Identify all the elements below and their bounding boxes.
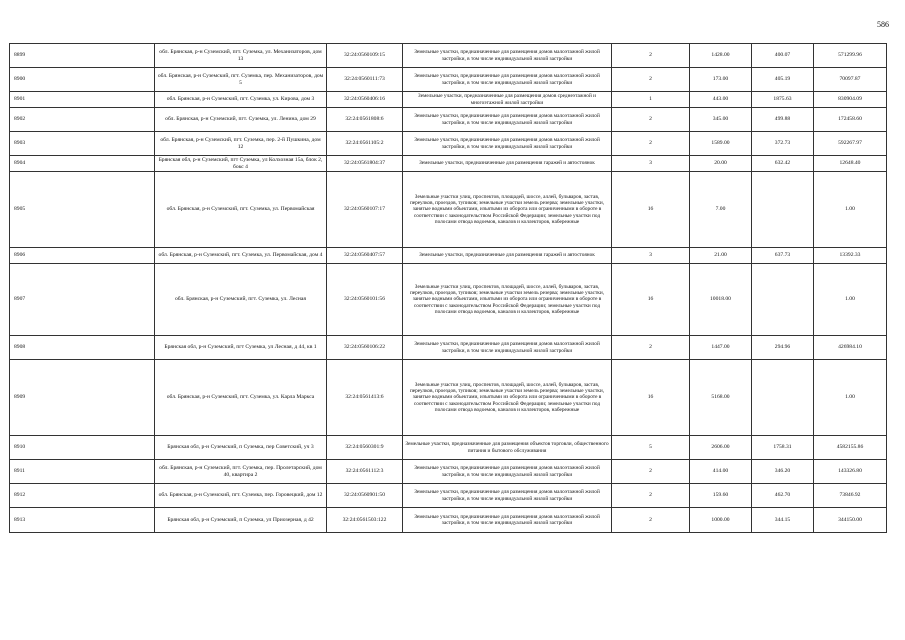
land-use-cell: Земельные участки, предназначенные для размещения домов малоэтажной жилой застройки, в том числе индивидуальной жилой застройки: [403, 44, 612, 68]
group-cell: 1: [612, 92, 690, 108]
address-cell: обл. Брянская, р-н Суземский, пгт. Суземка, ул. Лесная: [155, 264, 327, 336]
cadastral-number-cell: 32:24:0561105:2: [327, 132, 403, 156]
cadastral-value-cell: 13392.33: [814, 248, 887, 264]
cadastral-value-cell: 70097.87: [814, 68, 887, 92]
cadastral-number-cell: 32:24:0560111:73: [327, 68, 403, 92]
address-cell: обл. Брянская, р-н Суземский, пгт. Суземка, ул. Кирова, дом 3: [155, 92, 327, 108]
cadastral-value-cell: 426984.10: [814, 336, 887, 360]
specific-value-cell: 632.42: [752, 156, 814, 172]
table-row: [10, 460, 887, 484]
cadastral-number-cell: 32:24:0561808:6: [327, 108, 403, 132]
table-row: [10, 508, 887, 533]
specific-value-cell: 462.70: [752, 484, 814, 508]
group-cell: 16: [612, 264, 690, 336]
cadastral-value-cell: 172458.60: [814, 108, 887, 132]
cadastral-number-cell: 32:24:0560901:50: [327, 484, 403, 508]
cadastral-value-cell: 830904.09: [814, 92, 887, 108]
table-row: [10, 264, 887, 336]
cadastral-value-cell: 1.00: [814, 360, 887, 436]
area-cell: 20.00: [690, 156, 752, 172]
address-cell: обл. Брянская, р-н Суземский, пгт. Суземка, пер. 2-й Пушкина, дом 12: [155, 132, 327, 156]
address-cell: Брянская обл, р-н Суземский, пгт Суземка, ул Колхозная 15а, блок 2, бокс 4: [155, 156, 327, 172]
group-cell: 5: [612, 436, 690, 460]
cadastral-number-cell: 32:24:0561112:3: [327, 460, 403, 484]
area-cell: 414.00: [690, 460, 752, 484]
group-cell: 2: [612, 108, 690, 132]
land-use-cell: Земельные участки улиц, проспектов, площадей, шоссе, аллей, бульваров, застав, переулков, проездов, тупиков; земельные участки земель резерва; земельные участки, занятые водными объектами, изъятыми из оборота или ограниченными в обороте в соответствии с законодательством Российской Федерации; земельные участки под полосами отвода водоемов, каналов и коллекторов, набережные: [403, 360, 612, 436]
area-cell: 1589.00: [690, 132, 752, 156]
row-number: 8901: [10, 92, 155, 108]
specific-value-cell: [752, 360, 814, 436]
group-cell: 2: [612, 460, 690, 484]
address-cell: обл. Брянская, р-н Суземский, пгт. Суземка, пер. Горовецкий, дом 12: [155, 484, 327, 508]
cadastral-value-cell: 571299.96: [814, 44, 887, 68]
specific-value-cell: [752, 264, 814, 336]
address-cell: обл. Брянская, р-н Суземский, пгт. Суземка, ул. Карла Маркса: [155, 360, 327, 436]
group-cell: 16: [612, 172, 690, 248]
area-cell: 443.00: [690, 92, 752, 108]
table-row: [10, 156, 887, 172]
table-row: [10, 248, 887, 264]
group-cell: 3: [612, 248, 690, 264]
specific-value-cell: 346.20: [752, 460, 814, 484]
specific-value-cell: 499.88: [752, 108, 814, 132]
row-number: 8908: [10, 336, 155, 360]
page-number: 586: [877, 20, 889, 29]
cadastral-value-cell: 592267.97: [814, 132, 887, 156]
cadastral-value-cell: 344150.00: [814, 508, 887, 533]
address-cell: обл. Брянская, р-н Суземский, пгт. Суземка, ул. Первомайская, дом 4: [155, 248, 327, 264]
land-use-cell: Земельные участки, предназначенные для размещения домов малоэтажной жилой застройки, в том числе индивидуальной жилой застройки: [403, 336, 612, 360]
row-number: 8910: [10, 436, 155, 460]
cadastral-number-cell: 32:24:0560301:9: [327, 436, 403, 460]
area-cell: 1000.00: [690, 508, 752, 533]
land-use-cell: Земельные участки, предназначенные для размещения домов малоэтажной жилой застройки, в том числе индивидуальной жилой застройки: [403, 132, 612, 156]
address-cell: Брянская обл, р-н Суземский, п Суземка, ул Приозерная, д 42: [155, 508, 327, 533]
address-cell: Брянская обл, р-н Суземский, пгт Суземка, ул Лесная, д 44, кв 1: [155, 336, 327, 360]
row-number: 8909: [10, 360, 155, 436]
area-cell: 10018.00: [690, 264, 752, 336]
table-body: [10, 44, 887, 533]
group-cell: 2: [612, 508, 690, 533]
row-number: 8907: [10, 264, 155, 336]
cadastral-number-cell: 32:24:0561413:6: [327, 360, 403, 436]
group-cell: 2: [612, 44, 690, 68]
area-cell: 1447.00: [690, 336, 752, 360]
cadastral-number-cell: 32:24:0560406:16: [327, 92, 403, 108]
group-cell: 3: [612, 156, 690, 172]
specific-value-cell: 294.96: [752, 336, 814, 360]
land-use-cell: Земельные участки улиц, проспектов, площадей, шоссе, аллей, бульваров, застав, переулков, проездов, тупиков; земельные участки земель резерва; земельные участки, занятые водными объектами, изъятыми из оборота или ограниченными в обороте в соответствии с законодательством Российской Федерации; земельные участки под полосами отвода водоемов, каналов и коллекторов, набережные: [403, 264, 612, 336]
specific-value-cell: 405.19: [752, 68, 814, 92]
area-cell: 1428.00: [690, 44, 752, 68]
table-row: [10, 108, 887, 132]
land-use-cell: Земельные участки, предназначенные для размещения домов малоэтажной жилой застройки, в том числе индивидуальной жилой застройки: [403, 484, 612, 508]
table-row: [10, 172, 887, 248]
table-row: [10, 360, 887, 436]
address-cell: обл. Брянская, р-н Суземский, пгт. Суземка, ул. Механизаторов, дом 13: [155, 44, 327, 68]
group-cell: 16: [612, 360, 690, 436]
cadastral-number-cell: 32:24:0560101:56: [327, 264, 403, 336]
address-cell: Брянская обл, р-н Суземский, п Суземка, пер Советский, уч 3: [155, 436, 327, 460]
specific-value-cell: [752, 172, 814, 248]
group-cell: 2: [612, 484, 690, 508]
land-use-cell: Земельные участки, предназначенные для размещения домов среднеэтажной и многоэтажной жилой застройки: [403, 92, 612, 108]
row-number: 8904: [10, 156, 155, 172]
table-row: [10, 484, 887, 508]
land-use-cell: Земельные участки, предназначенные для размещения домов малоэтажной жилой застройки, в том числе индивидуальной жилой застройки: [403, 108, 612, 132]
area-cell: 21.00: [690, 248, 752, 264]
area-cell: 345.00: [690, 108, 752, 132]
row-number: 8912: [10, 484, 155, 508]
land-use-cell: Земельные участки, предназначенные для размещения домов малоэтажной жилой застройки, в том числе индивидуальной жилой застройки: [403, 68, 612, 92]
cadastral-number-cell: 32:24:0561804:37: [327, 156, 403, 172]
cadastral-value-table: [9, 43, 887, 533]
land-use-cell: Земельные участки, предназначенные для размещения гаражей и автостоянок: [403, 156, 612, 172]
cadastral-value-cell: 4582155.86: [814, 436, 887, 460]
area-cell: 5168.00: [690, 360, 752, 436]
specific-value-cell: 1758.31: [752, 436, 814, 460]
land-use-cell: Земельные участки улиц, проспектов, площадей, шоссе, аллей, бульваров, застав, переулков, проездов, тупиков; земельные участки земель резерва; земельные участки, занятые водными объектами, изъятыми из оборота или ограниченными в обороте в соответствии с законодательством Российской Федерации; земельные участки под полосами отвода водоемов, каналов и коллекторов, набережные: [403, 172, 612, 248]
group-cell: 2: [612, 132, 690, 156]
land-use-cell: Земельные участки, предназначенные для размещения объектов торговли, общественного питания и бытового обслуживания: [403, 436, 612, 460]
row-number: 8899: [10, 44, 155, 68]
address-cell: обл. Брянская, р-н Суземский, пгт. Суземка, ул. Первомайская: [155, 172, 327, 248]
area-cell: 7.00: [690, 172, 752, 248]
specific-value-cell: 344.15: [752, 508, 814, 533]
specific-value-cell: 1875.63: [752, 92, 814, 108]
cadastral-value-cell: 12648.40: [814, 156, 887, 172]
specific-value-cell: 637.73: [752, 248, 814, 264]
table-row: [10, 44, 887, 68]
cadastral-number-cell: 32:24:0560407:57: [327, 248, 403, 264]
table-row: [10, 436, 887, 460]
row-number: 8902: [10, 108, 155, 132]
specific-value-cell: 400.07: [752, 44, 814, 68]
cadastral-value-cell: 1.00: [814, 172, 887, 248]
specific-value-cell: 372.73: [752, 132, 814, 156]
land-use-cell: Земельные участки, предназначенные для размещения домов малоэтажной жилой застройки, в том числе индивидуальной жилой застройки: [403, 508, 612, 533]
cadastral-number-cell: 32:24:0560107:17: [327, 172, 403, 248]
land-use-cell: Земельные участки, предназначенные для размещения гаражей и автостоянок: [403, 248, 612, 264]
row-number: 8906: [10, 248, 155, 264]
row-number: 8905: [10, 172, 155, 248]
address-cell: обл. Брянская, р-н Суземский, пгт. Суземка, пер. Пролетарский, дом 40, квартира 2: [155, 460, 327, 484]
cadastral-number-cell: 32:24:0561503:122: [327, 508, 403, 533]
cadastral-value-cell: 73846.92: [814, 484, 887, 508]
row-number: 8913: [10, 508, 155, 533]
table-row: [10, 68, 887, 92]
area-cell: 173.00: [690, 68, 752, 92]
cadastral-number-cell: 32:24:0560106:22: [327, 336, 403, 360]
group-cell: 2: [612, 68, 690, 92]
row-number: 8903: [10, 132, 155, 156]
area-cell: 2606.00: [690, 436, 752, 460]
address-cell: обл. Брянская, р-н Суземский, пгт. Суземка, пер. Механизаторов, дом 5: [155, 68, 327, 92]
table-row: [10, 92, 887, 108]
land-use-cell: Земельные участки, предназначенные для размещения домов малоэтажной жилой застройки, в том числе индивидуальной жилой застройки: [403, 460, 612, 484]
group-cell: 2: [612, 336, 690, 360]
cadastral-number-cell: 32:24:0560109:15: [327, 44, 403, 68]
cadastral-value-cell: 143326.80: [814, 460, 887, 484]
row-number: 8900: [10, 68, 155, 92]
address-cell: обл. Брянская, р-н Суземский, пгт. Суземка, ул. Ленина, дом 29: [155, 108, 327, 132]
table-row: [10, 132, 887, 156]
cadastral-value-cell: 1.00: [814, 264, 887, 336]
area-cell: 159.60: [690, 484, 752, 508]
row-number: 8911: [10, 460, 155, 484]
table-row: [10, 336, 887, 360]
